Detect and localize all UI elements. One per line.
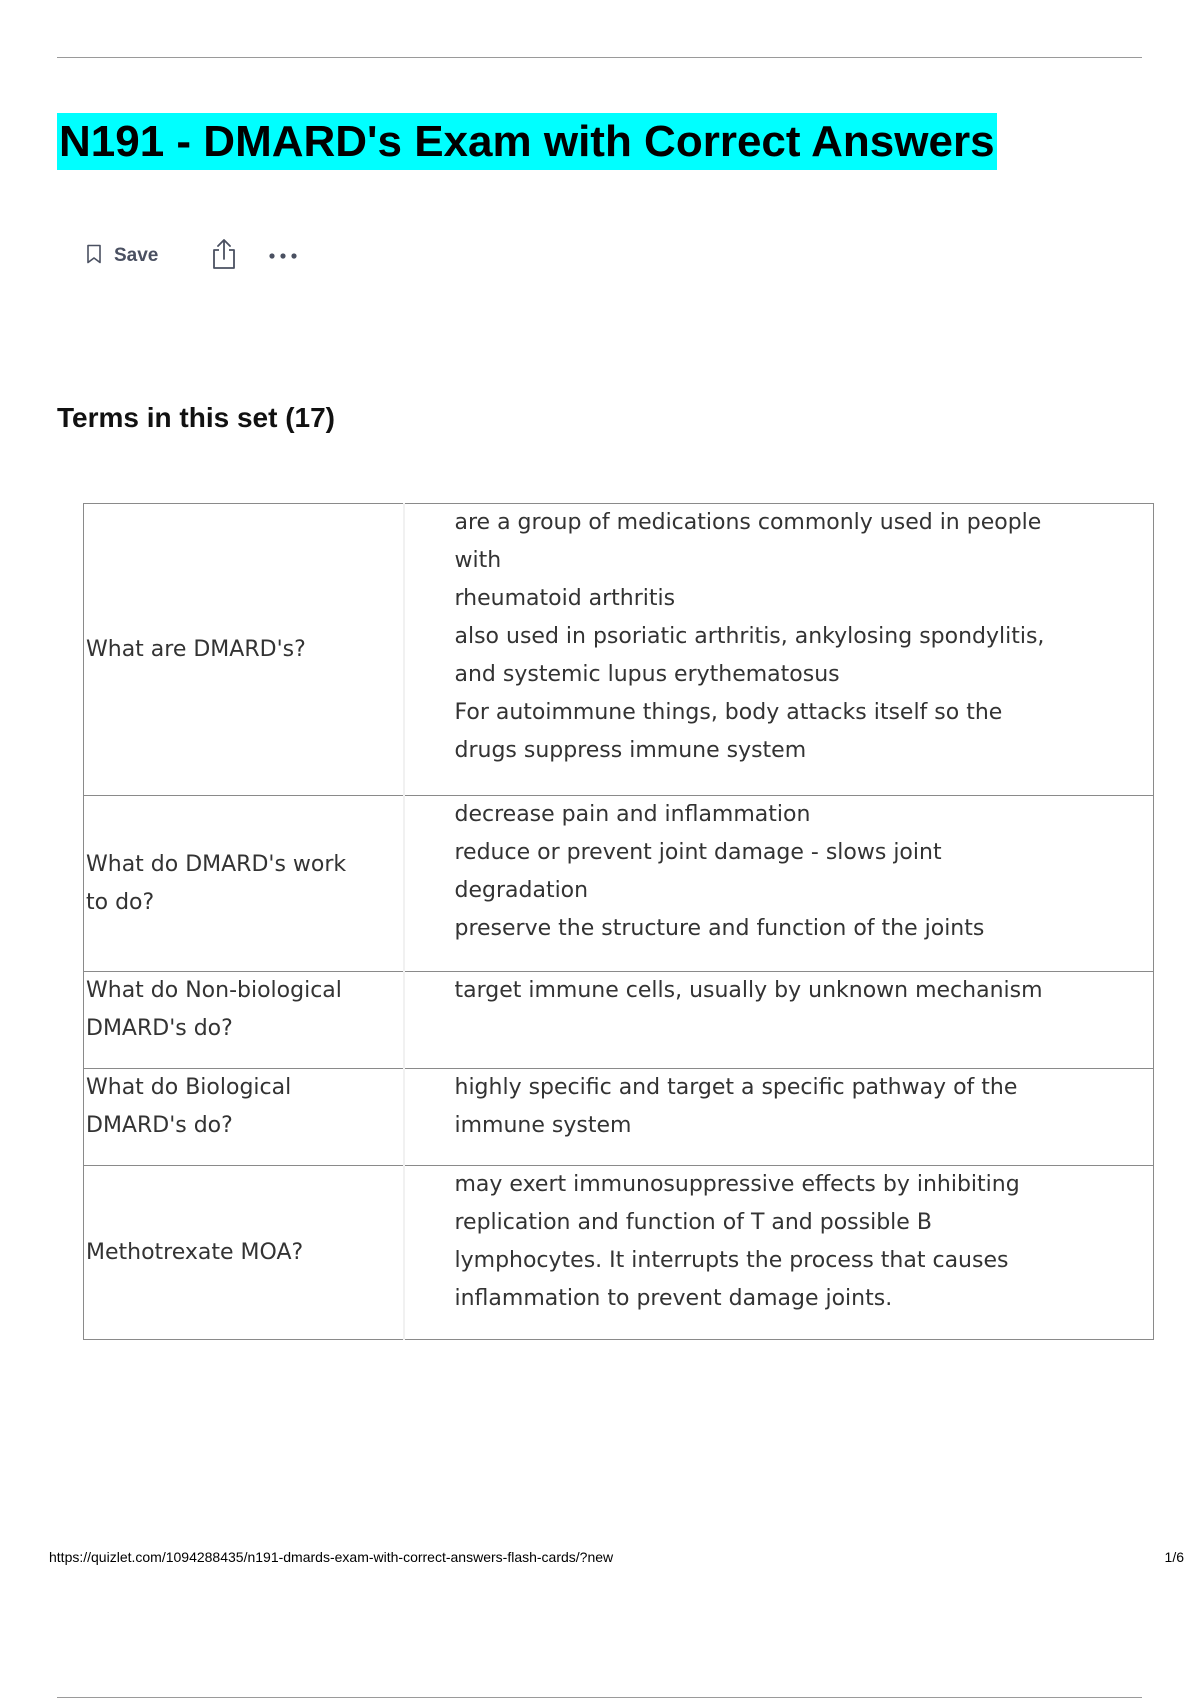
term-cell [84,1166,404,1340]
definition-cell [404,1069,1154,1166]
definition-cell [404,972,1154,1069]
definition-line: degradation [454,878,589,903]
action-bar [86,236,298,276]
definition-line: lymphocytes. It interrupts the process that causes [454,1248,1009,1273]
term-text: Methotrexate MOA? [86,1239,304,1265]
term-cell [84,972,404,1069]
term-cell [84,1069,404,1166]
page-title: N191 - DMARD's Exam with Correct Answers [57,113,997,170]
term-row [84,504,1154,796]
term-text: What are DMARD's? [86,636,306,662]
terms-heading: Terms in this set (17) [57,402,336,433]
bookmark-icon [86,244,102,269]
term-text: DMARD's do? [86,1016,233,1041]
more-options-icon [268,247,298,265]
definition-line: and systemic lupus erythematosus [454,662,840,687]
bottom-divider [57,1697,1142,1698]
term-text: What do DMARD's work [86,851,347,877]
term-cell [84,504,404,796]
term-text: What do Biological [86,1075,292,1100]
page-number: 1/6 [1164,1549,1184,1565]
more-options-button[interactable] [268,247,298,265]
definition-line: immune system [454,1113,632,1138]
definition-line: For autoimmune things, body attacks itself so the [454,700,1003,725]
definition-line: reduce or prevent joint damage - slows joint [454,840,942,865]
definition-line: rheumatoid arthritis [454,586,676,611]
footer-url: https://quizlet.com/1094288435/n191-dmards-exam-with-correct-answers-flash-cards/?new [49,1549,614,1565]
term-row [84,972,1154,1069]
term-text: to do? [86,889,155,915]
definition-line: inflammation to prevent damage joints. [454,1286,893,1311]
definition-line: may exert immunosuppressive effects by inhibiting [454,1172,1020,1197]
term-row [84,796,1154,972]
save-button[interactable] [86,244,158,269]
term-text: DMARD's do? [86,1113,233,1138]
term-row [84,1069,1154,1166]
terms-table [83,503,1154,1340]
term-row [84,1166,1154,1340]
definition-line: decrease pain and inflammation [454,802,811,827]
save-label: Save [114,245,159,266]
definition-line: highly specific and target a specific pathway of the [454,1075,1018,1100]
definition-cell [404,504,1154,796]
definition-line: also used in psoriatic arthritis, ankylosing spondylitis, [454,624,1045,649]
definition-line: are a group of medications commonly used in people [454,510,1042,535]
definition-cell [404,1166,1154,1340]
share-button[interactable] [210,238,238,275]
top-divider [57,57,1142,58]
definition-line: target immune cells, usually by unknown mechanism [454,978,1043,1003]
definition-line: preserve the structure and function of the joints [454,916,985,941]
share-icon [210,238,238,275]
definition-cell [404,796,1154,972]
definition-line: replication and function of T and possible B [454,1210,932,1235]
definition-line: with [454,548,502,573]
definition-line: drugs suppress immune system [454,738,807,763]
term-cell [84,796,404,972]
term-text: What do Non-biological [86,978,342,1003]
